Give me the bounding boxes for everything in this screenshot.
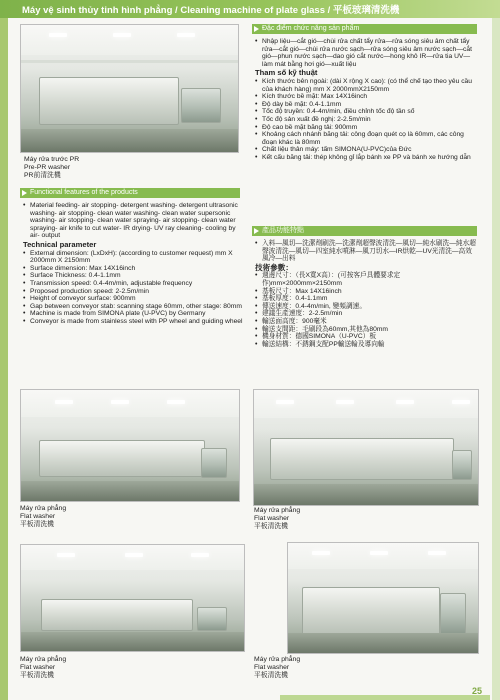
page-title: Máy vệ sinh thủy tinh hình phẳng / Cleaning machine of plate glass / 平板玻璃清洗機 [22, 5, 400, 16]
vi-text-block: • Nhập liệu—cắt gió—chùi rửa chất tẩy rửa—rửa sóng siêu âm chất tẩy rửa—cắt gió—chùi rửa nước sạch—rửa sóng siêu âm nước sạch—cắt gió—phun nước sạch—dao gió cắt nước—hong khô IR—rửa tia UV—làm mát bằng hơi gió—xuất liệu Tham số kỹ thuật • Kích thước bên ngoài: (dài X rộng X cao): (có thể chế tạo theo yêu cầu của khách hàng) mm X 2000mmX2150mm • Kích thước bề mặt: Max 14X16inch • Độ dày bề mặt: 0.4-1.1mm • Tốc độ truyền: 0.4-4m/min, điều chỉnh tốc độ tần số • Tốc độ sản xuất đề nghị: 2-2.5m/min • Độ cao bề mặt băng tải: 900mm • Khoảng cách nhánh băng tải: công đoạn quét cọ là 60mm, các công đoạn khác là 80mm • Chất liệu thân máy: tấm SIMONA(U-PVC)của Đức • Kết cấu băng tải: thép không gỉ lắp bánh xe PP và bánh xe hướng dẫn [255, 38, 477, 162]
flat-washer-photo-right-top [253, 389, 479, 506]
caption-en: Pre-PR washer [24, 164, 71, 171]
zh-subheading: 技術參數： [255, 262, 293, 272]
flat-washer-caption-left-middle: Máy rửa phẳng Flat washer 平板清洗機 [20, 505, 67, 528]
pr-caption [24, 156, 79, 180]
caption-zh: PR前清洗機 [24, 172, 61, 179]
en-section-heading: Functional features of the products [20, 188, 240, 198]
zh-text-block: • 入料—風切—洗潔劑刷洗—洗潔劑超聲波清洗—風切—純水刷洗—純水超聲波清洗—風切—四室純水噴淋—風刀切水—IR烘乾—UV光清洗—高效風冷—出料 技術參數： • 週邊尺寸：（長X寬X高）：(可按客戶具體要求定作)mm×2000mm×2150mm • 基板尺寸：Max 14X16inch • 基板厚度：0.4-1.1mm • 傳送速度：0.4-4m/min, 變頻調速。 • 建議生產速度：2-2.5m/min • 輸送面高度：900毫米 • 輸送支間距：毛刷段為60mm,其他為80mm • 機身材質：德國SIMONA（U-PVC）板 • 輸送結構：不銹鋼支配PP輸送輪及導向輪 [255, 240, 477, 348]
en-subheading: Technical parameter [23, 239, 97, 249]
vi-subheading: Tham số kỹ thuật [255, 68, 318, 78]
flat-washer-caption-left-bottom: Máy rửa phẳng Flat washer 平板清洗機 [20, 656, 67, 679]
zh-process-flow: • 入料—風切—洗潔劑刷洗—洗潔劑超聲波清洗—風切—純水刷洗—純水超聲波清洗—風切—四室純水噴淋—風刀切水—IR烘乾—UV光清洗—高效風冷—出料 [255, 240, 477, 263]
right-green-border [492, 0, 500, 700]
vi-process-flow: • Nhập liệu—cắt gió—chùi rửa chất tẩy rửa—rửa sóng siêu âm chất tẩy rửa—cắt gió—chùi rửa nước sạch—rửa sóng siêu âm nước sạch—cắt gió—phun nước sạch—dao gió cắt nước—hong khô IR—rửa tia UV—làm mát bằng hơi gió—xuất liệu [255, 38, 477, 68]
flat-washer-photo-left-middle [20, 389, 240, 502]
vi-section-heading: Đặc điểm chức năng sản phẩm [252, 24, 477, 34]
bottom-green-strip [280, 695, 490, 700]
pr-washer-photo [20, 24, 239, 153]
flat-washer-caption-right-bottom: Máy rửa phẳng Flat washer 平板清洗機 [254, 656, 301, 679]
en-process-flow: • Material feeding- air stopping- detergent washing- detergent ultrasonic washing- air stopping- clean water washing- clean water supersonic washing- air stopping- clean water spraying- air stopping- clean water spraying- air knife to cut water- IR drying- UV ray cleaning- cooling by air- output [23, 202, 243, 240]
page-number: 25 [471, 686, 482, 696]
caption-vi: Máy rửa trước PR [24, 156, 80, 163]
en-text-block: • Material feeding- air stopping- detergent washing- detergent ultrasonic washing- air stopping- clean water washing- clean water supersonic washing- air stopping- clean water spraying- air stopping- clean water spraying- air knife to cut water- IR drying- UV ray cleaning- cooling by air- output Technical parameter • External dimension: (LxDxH): (according to customer request) mm X 2000mm X 2150mm • Surface dimension: Max 14X16inch • Surface Thickness: 0.4-1.1mm • Transmission speed: 0.4-4m/min, adjustable frequency • Proposed production speed: 2-2.5m/min • Height of conveyor surface: 900mm • Gap between conveyor stab: scanning stage 60mm, other stage: 80mm • Machine is made from SIMONA plate (U-PVC) by Germany • Conveyor is made from stainless steel with PP wheel and guiding wheel [23, 202, 243, 326]
flat-washer-caption-right-middle: Máy rửa phẳng Flat washer 平板清洗機 [254, 507, 301, 530]
flat-washer-photo-left-bottom [20, 544, 245, 652]
flat-washer-photo-right-bottom [287, 542, 479, 654]
header-bar [0, 0, 500, 18]
left-green-border [0, 0, 8, 700]
zh-section-heading: 產品功能特點 [252, 226, 477, 236]
